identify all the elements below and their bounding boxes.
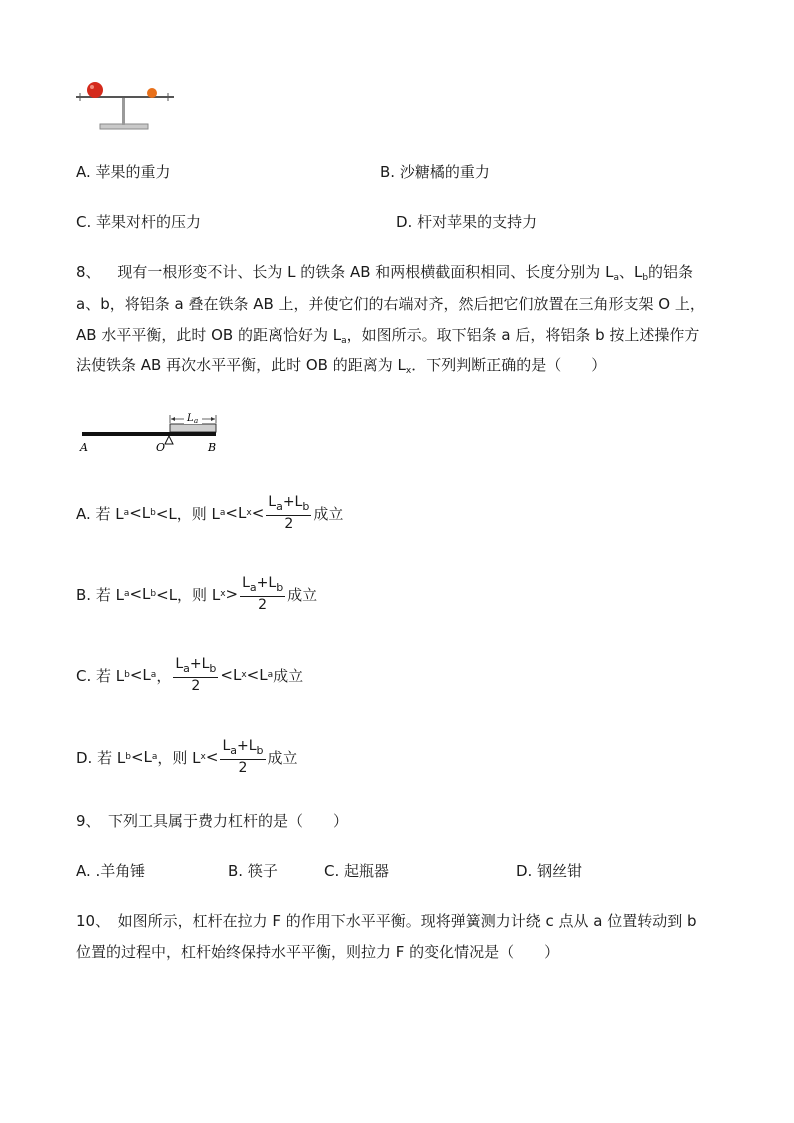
triangle-support [165, 436, 173, 444]
q9-option-d[interactable]: D. 钢丝钳 [516, 862, 583, 880]
q9-option-c[interactable]: C. 起瓶器 [324, 862, 390, 880]
label-L-sub: a [194, 417, 199, 425]
label-A: A [80, 441, 88, 454]
q8-stem-line-1: 8、 现有一根形变不计、长为 L 的铁条 AB 和两根横截面积相同、长度分别为 $L_a$、$L_b$的铝条 [76, 263, 694, 283]
balance-post [122, 96, 125, 125]
fraction-la-plus-lb-over-2: $\frac{L_a+L_b}{2}$ [242, 575, 284, 613]
aluminum-strip [170, 424, 216, 432]
q10-stem-line-2: 位置的过程中，杠杆始终保持水平平衡，则拉力 F 的变化情况是（ ） [76, 943, 560, 961]
q8-option-b[interactable]: B. 若 L a <L b <L，则 L x > $\frac{L_a+L_b}{2}$ 成立 [76, 575, 318, 613]
lever-bar-figure [76, 406, 226, 454]
q8-stem-line-4: 法使铁条 AB 再次水平平衡，此时 OB 的距离为 $L_x$．下列判断正确的是（ ） [76, 356, 607, 376]
label-L: L [187, 413, 194, 424]
label-B: B [208, 441, 217, 454]
q8-stem-line-3: AB 水平平衡，此时 OB 的距离恰好为 $L_a$，如图所示。取下铝条 a 后，将铝条 b 按上述操作方 [76, 326, 700, 346]
q8-number: 8、 [76, 263, 101, 281]
q10-stem-line-1: 10、 如图所示，杠杆在拉力 F 的作用下水平平衡。现将弹簧测力计绕 c 点从 a 位置转动到 b [76, 912, 697, 930]
q8-option-c[interactable]: C. 若 L b <L a ， $\frac{L_a+L_b}{2}$ <L x <L a 成立 [76, 656, 304, 694]
q7-option-c[interactable]: C. 苹果对杆的压力 [76, 213, 202, 231]
fraction-la-plus-lb-over-2: $\frac{L_a+L_b}{2}$ [222, 738, 264, 776]
label-O: O [156, 441, 166, 454]
q8-stem-line-2: a、b，将铝条 a 叠在铁条 AB 上，并使它们的右端对齐，然后把它们放置在三角形支架 O 上， [76, 295, 705, 313]
q8-option-a[interactable]: A. 若 L a <L b <L，则 L a <L x < $\frac{L_a+L_b}{2}$ 成立 [76, 494, 344, 532]
q9-option-b[interactable]: B. 筷子 [228, 862, 278, 880]
q9-question: 9、 下列工具属于费力杠杆的是（ ） [76, 812, 349, 830]
fraction-la-plus-lb-over-2: $\frac{L_a+L_b}{2}$ [268, 494, 310, 532]
q7-option-a[interactable]: A. 苹果的重力 [76, 163, 171, 181]
iron-bar [82, 432, 216, 436]
q7-option-d[interactable]: D. 杆对苹果的支持力 [396, 213, 538, 231]
balance-figure [70, 80, 180, 132]
q7-option-b[interactable]: B. 沙糖橘的重力 [380, 163, 490, 181]
q8-option-d[interactable]: D. 若 L b <L a ，则 L x < $\frac{L_a+L_b}{2}$ 成立 [76, 738, 298, 776]
apple-icon [87, 82, 103, 98]
q9-option-a[interactable]: A. .羊角锤 [76, 862, 146, 880]
fraction-la-plus-lb-over-2: $\frac{L_a+L_b}{2}$ [175, 656, 217, 694]
orange-icon [147, 88, 157, 98]
